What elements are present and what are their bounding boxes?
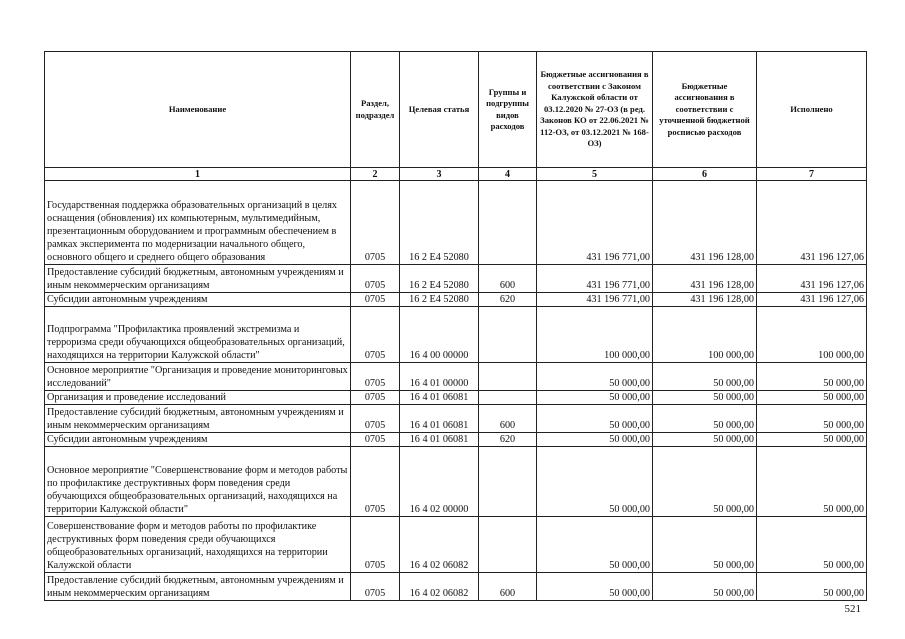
row-name: Основное мероприятие "Организация и проведение мониторинговых исследований" <box>45 363 351 391</box>
col-number: 7 <box>757 168 867 181</box>
row-section: 0705 <box>351 405 400 433</box>
row-executed: 50 000,00 <box>757 573 867 601</box>
row-refined: 431 196 128,00 <box>653 293 757 307</box>
header-law: Бюджетные ассигнования в соответствии с Законом Калужской области от 03.12.2020 № 27-ОЗ (в ред. Законов КО от 22.06.2021 № 112-ОЗ, от 03.12.2021 № 168-ОЗ) <box>537 52 653 168</box>
row-name: Субсидии автономным учреждениям <box>45 293 351 307</box>
row-section: 0705 <box>351 517 400 573</box>
header-target: Целевая статья <box>400 52 479 168</box>
row-executed: 50 000,00 <box>757 517 867 573</box>
col-number: 2 <box>351 168 400 181</box>
table-row <box>45 363 867 391</box>
row-target: 16 4 01 06081 <box>400 405 479 433</box>
row-name: Субсидии автономным учреждениям <box>45 433 351 447</box>
row-group <box>479 363 537 391</box>
row-group: 600 <box>479 573 537 601</box>
table-row <box>45 293 867 307</box>
row-section: 0705 <box>351 293 400 307</box>
col-number: 6 <box>653 168 757 181</box>
row-target: 16 2 E4 52080 <box>400 265 479 293</box>
row-group <box>479 307 537 363</box>
row-law: 50 000,00 <box>537 391 653 405</box>
page-number: 521 <box>844 603 861 615</box>
row-target: 16 4 01 06081 <box>400 433 479 447</box>
header-executed: Исполнено <box>757 52 867 168</box>
col-number: 3 <box>400 168 479 181</box>
row-group: 600 <box>479 405 537 433</box>
header-name: Наименование <box>45 52 351 168</box>
row-law: 50 000,00 <box>537 405 653 433</box>
row-executed: 50 000,00 <box>757 447 867 517</box>
table-row <box>45 573 867 601</box>
row-section: 0705 <box>351 307 400 363</box>
row-section: 0705 <box>351 265 400 293</box>
row-name: Подпрограмма "Профилактика проявлений экстремизма и терроризма среди обучающихся общеобразовательных организаций, находящихся на территории Калужской области" <box>45 307 351 363</box>
row-refined: 100 000,00 <box>653 307 757 363</box>
row-target: 16 2 E4 52080 <box>400 293 479 307</box>
row-group <box>479 447 537 517</box>
row-law: 50 000,00 <box>537 573 653 601</box>
row-law: 431 196 771,00 <box>537 265 653 293</box>
col-number: 1 <box>45 168 351 181</box>
row-law: 50 000,00 <box>537 447 653 517</box>
budget-table <box>44 51 867 601</box>
row-name: Предоставление субсидий бюджетным, автономным учреждениям и иным некоммерческим организациям <box>45 265 351 293</box>
row-refined: 50 000,00 <box>653 391 757 405</box>
row-name: Организация и проведение исследований <box>45 391 351 405</box>
row-executed: 50 000,00 <box>757 363 867 391</box>
row-name: Предоставление субсидий бюджетным, автономным учреждениям и иным некоммерческим организациям <box>45 573 351 601</box>
col-number: 4 <box>479 168 537 181</box>
table-row <box>45 307 867 363</box>
row-refined: 50 000,00 <box>653 405 757 433</box>
row-target: 16 4 02 06082 <box>400 573 479 601</box>
col-number: 5 <box>537 168 653 181</box>
row-law: 50 000,00 <box>537 517 653 573</box>
table-row <box>45 405 867 433</box>
row-refined: 50 000,00 <box>653 433 757 447</box>
row-executed: 50 000,00 <box>757 391 867 405</box>
row-target: 16 4 01 00000 <box>400 363 479 391</box>
row-executed: 431 196 127,06 <box>757 293 867 307</box>
row-section: 0705 <box>351 433 400 447</box>
row-law: 50 000,00 <box>537 433 653 447</box>
row-law: 431 196 771,00 <box>537 181 653 265</box>
row-target: 16 4 00 00000 <box>400 307 479 363</box>
row-group: 600 <box>479 265 537 293</box>
header-section: Раздел, подраздел <box>351 52 400 168</box>
row-target: 16 4 01 06081 <box>400 391 479 405</box>
row-refined: 431 196 128,00 <box>653 181 757 265</box>
table-row <box>45 391 867 405</box>
row-section: 0705 <box>351 391 400 405</box>
header-groups: Группы и подгруппы видов расходов <box>479 52 537 168</box>
row-refined: 50 000,00 <box>653 363 757 391</box>
table-row <box>45 517 867 573</box>
row-executed: 100 000,00 <box>757 307 867 363</box>
row-section: 0705 <box>351 447 400 517</box>
row-section: 0705 <box>351 181 400 265</box>
row-target: 16 2 E4 52080 <box>400 181 479 265</box>
row-name: Основное мероприятие "Совершенствование форм и методов работы по профилактике деструктивных форм поведения среди обучающихся общеобразовательных организаций, находящихся на территории Калужской области" <box>45 447 351 517</box>
row-group <box>479 181 537 265</box>
row-target: 16 4 02 00000 <box>400 447 479 517</box>
row-executed: 431 196 127,06 <box>757 265 867 293</box>
row-name: Предоставление субсидий бюджетным, автономным учреждениям и иным некоммерческим организациям <box>45 405 351 433</box>
row-executed: 431 196 127,06 <box>757 181 867 265</box>
table-row <box>45 447 867 517</box>
row-name: Государственная поддержка образовательных организаций в целях оснащения (обновления) их компьютерным, мультимедийным, презентационным оборудованием и программным обеспечением в рамках эксперимента по модернизации начального общего, основного общего и среднего общего образования <box>45 181 351 265</box>
row-section: 0705 <box>351 363 400 391</box>
row-target: 16 4 02 06082 <box>400 517 479 573</box>
header-refined: Бюджетные ассигнования в соответствии с уточненной бюджетной росписью расходов <box>653 52 757 168</box>
column-number-row <box>45 168 867 181</box>
header-row <box>45 52 867 168</box>
row-executed: 50 000,00 <box>757 433 867 447</box>
row-refined: 50 000,00 <box>653 573 757 601</box>
row-group <box>479 391 537 405</box>
row-refined: 50 000,00 <box>653 447 757 517</box>
row-refined: 50 000,00 <box>653 517 757 573</box>
row-group <box>479 517 537 573</box>
table-row <box>45 181 867 265</box>
row-name: Совершенствование форм и методов работы по профилактике деструктивных форм поведения среди обучающихся общеобразовательных организаций, находящихся на территории Калужской области <box>45 517 351 573</box>
table-row <box>45 265 867 293</box>
row-law: 50 000,00 <box>537 363 653 391</box>
row-refined: 431 196 128,00 <box>653 265 757 293</box>
row-executed: 50 000,00 <box>757 405 867 433</box>
row-law: 100 000,00 <box>537 307 653 363</box>
table-row <box>45 433 867 447</box>
row-section: 0705 <box>351 573 400 601</box>
row-group: 620 <box>479 293 537 307</box>
row-law: 431 196 771,00 <box>537 293 653 307</box>
row-group: 620 <box>479 433 537 447</box>
